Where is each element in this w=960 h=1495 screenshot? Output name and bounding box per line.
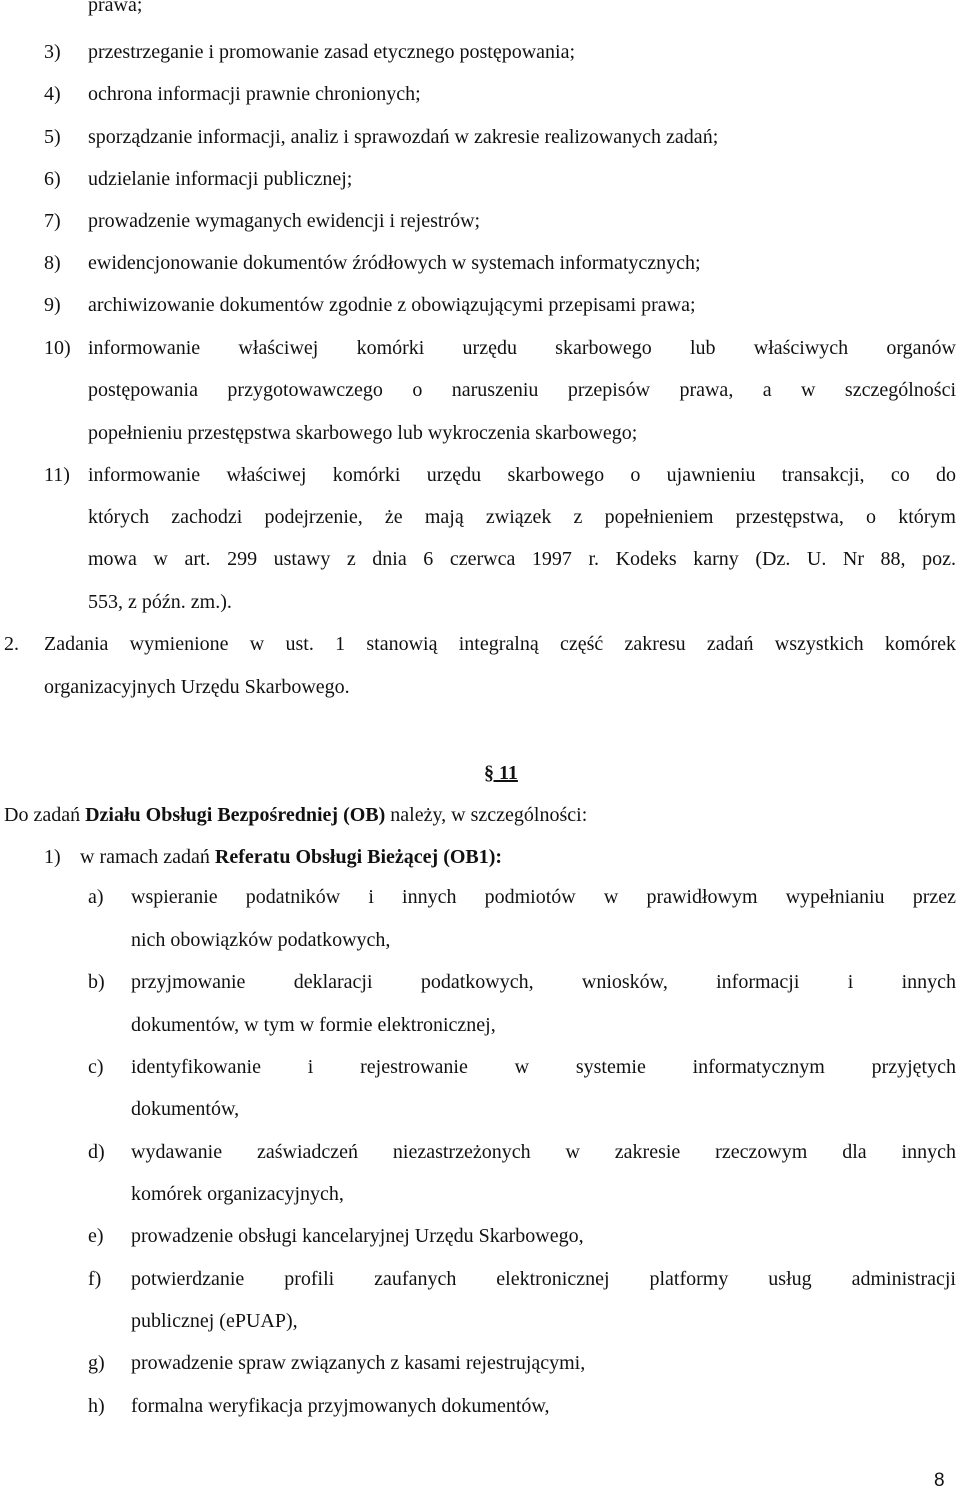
list-item-number: 8): [44, 252, 61, 274]
list-item-line: mowa w art. 299 ustawy z dnia 6 czerwca 1997 r. Kodeks karny (Dz. U. Nr 88, poz.: [88, 548, 956, 570]
intro-text: Do zadań: [4, 804, 86, 826]
section-intro: [4, 804, 587, 827]
letter-item-label: g): [88, 1352, 105, 1374]
letter-item-line: dokumentów,: [131, 1098, 240, 1120]
sub-item-heading: [80, 846, 502, 869]
list-item-line: informowanie właściwej komórki urzędu skarbowego lub właściwych organów: [88, 337, 956, 359]
unit-name: Referatu Obsługi Bieżącej (OB1):: [214, 846, 503, 868]
letter-item-label: e): [88, 1225, 104, 1247]
list-item-line: postępowania przygotowawczego o naruszeniu przepisów prawa, a w szczególności: [88, 379, 956, 401]
letter-item-label: c): [88, 1056, 104, 1078]
letter-item-label: f): [88, 1268, 102, 1290]
list-item-number: 9): [44, 294, 61, 316]
list-item-number: 3): [44, 41, 61, 63]
list-item-number: 7): [44, 210, 61, 232]
list-item-line: których zachodzi podejrzenie, że mają związek z popełnieniem przestępstwa, o którym: [88, 506, 956, 528]
list-item-line: popełnieniu przestępstwa skarbowego lub wykroczenia skarbowego;: [88, 422, 638, 444]
letter-item-line: przyjmowanie deklaracji podatkowych, wniosków, informacji i innych: [131, 971, 956, 993]
list-item: sporządzanie informacji, analiz i sprawozdań w zakresie realizowanych zadań;: [88, 126, 719, 148]
letter-item-line: potwierdzanie profili zaufanych elektronicznej platformy usług administracji: [131, 1268, 956, 1290]
list-item-number: 4): [44, 83, 61, 105]
list-item-line: informowanie właściwej komórki urzędu skarbowego o ujawnieniu transakcji, co do: [88, 464, 956, 486]
letter-item-label: a): [88, 886, 104, 908]
list-item-number: 5): [44, 126, 61, 148]
letter-item-label: h): [88, 1395, 105, 1417]
sub-item-number: 1): [44, 846, 61, 868]
letter-item-line: formalna weryfikacja przyjmowanych dokumentów,: [131, 1395, 550, 1417]
section-symbol: §: [484, 762, 494, 784]
list-item: przestrzeganie i promowanie zasad etycznego postępowania;: [88, 41, 576, 63]
list-item-number: 10): [44, 337, 71, 359]
list-item: prowadzenie wymaganych ewidencji i rejestrów;: [88, 210, 481, 232]
list-item-number: 11): [44, 464, 70, 486]
letter-item-line: identyfikowanie i rejestrowanie w systemie informatycznym przyjętych: [131, 1056, 956, 1078]
letter-item-label: d): [88, 1141, 105, 1163]
sub-item-text: w ramach zadań: [80, 846, 215, 868]
letter-item-line: prowadzenie obsługi kancelaryjnej Urzędu Skarbowego,: [131, 1225, 584, 1247]
section-number: 11: [499, 762, 518, 784]
paragraph-number: 2.: [4, 633, 19, 655]
intro-text-end: należy, w szczególności:: [385, 804, 588, 826]
section-heading: [484, 762, 518, 785]
list-item: ochrona informacji prawnie chronionych;: [88, 83, 421, 105]
letter-item-line: wydawanie zaświadczeń niezastrzeżonych w zakresie rzeczowym dla innych: [131, 1141, 956, 1163]
list-item-line: 553, z późn. zm.).: [88, 591, 232, 613]
letter-item-line: wspieranie podatników i innych podmiotów w prawidłowym wypełnianiu przez: [131, 886, 956, 908]
page-number: 8: [934, 1470, 945, 1491]
letter-item-line: dokumentów, w tym w formie elektronicznej,: [131, 1014, 496, 1036]
continuation-text: prawa;: [88, 0, 143, 16]
list-item: archiwizowanie dokumentów zgodnie z obowiązującymi przepisami prawa;: [88, 294, 696, 316]
letter-item-line: komórek organizacyjnych,: [131, 1183, 344, 1205]
letter-item-label: b): [88, 971, 105, 993]
paragraph-line: organizacyjnych Urzędu Skarbowego.: [44, 676, 350, 698]
letter-item-line: publicznej (ePUAP),: [131, 1310, 298, 1332]
department-name: Działu Obsługi Bezpośredniej (OB): [85, 804, 386, 826]
letter-item-line: prowadzenie spraw związanych z kasami rejestrującymi,: [131, 1352, 586, 1374]
list-item: udzielanie informacji publicznej;: [88, 168, 353, 190]
letter-item-line: nich obowiązków podatkowych,: [131, 929, 391, 951]
paragraph-line: Zadania wymienione w ust. 1 stanowią integralną część zakresu zadań wszystkich komórek: [44, 633, 956, 655]
list-item: ewidencjonowanie dokumentów źródłowych w systemach informatycznych;: [88, 252, 701, 274]
list-item-number: 6): [44, 168, 61, 190]
